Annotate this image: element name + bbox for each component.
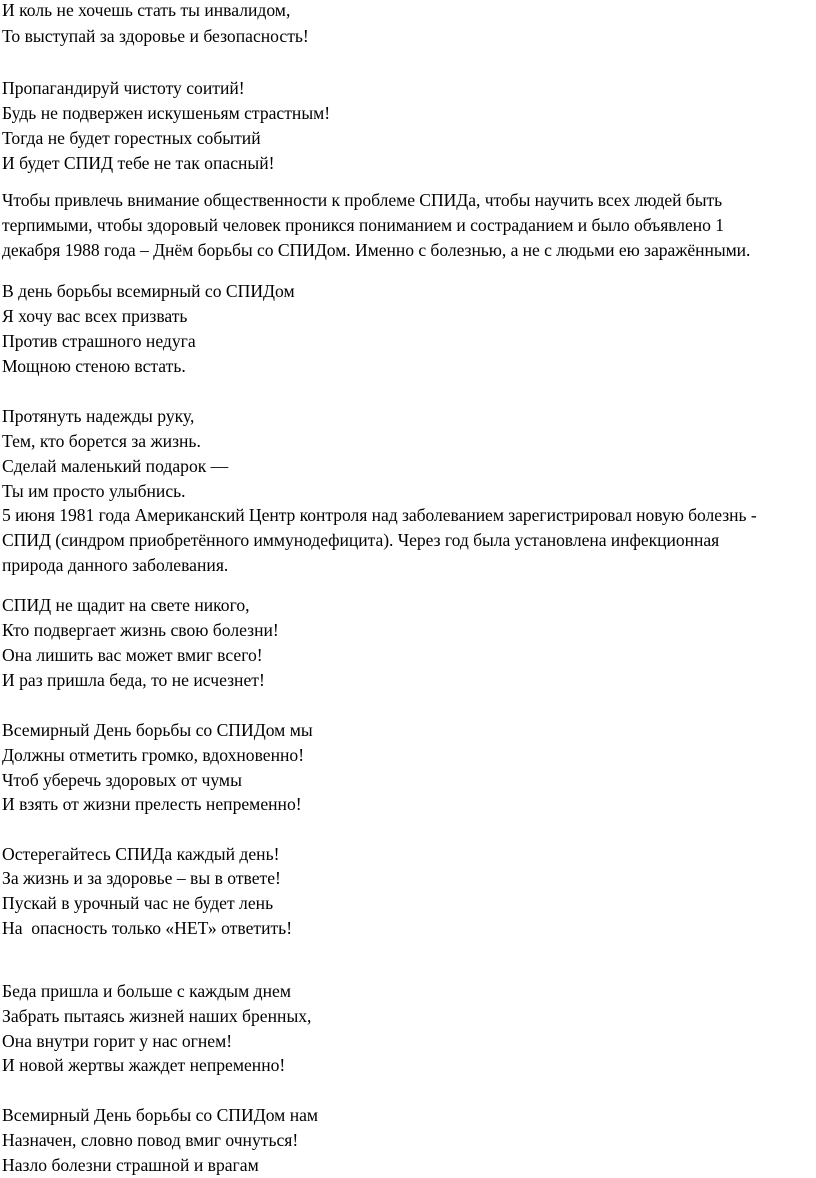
poem-line: Тогда не будет горестных событий bbox=[2, 128, 261, 148]
poem-line: Должны отметить громко, вдохновенно! bbox=[2, 745, 305, 765]
poem-line: Протянуть надежды руку, bbox=[2, 406, 195, 426]
poem-line: Она лишить вас может вмиг всего! bbox=[2, 645, 263, 665]
poem-line: Она внутри горит у нас огнем! bbox=[2, 1031, 233, 1051]
poem-line: Назло болезни страшной и врагам bbox=[2, 1155, 259, 1175]
paragraph-line: декабря 1988 года – Днём борьбы со СПИДом. Именно с болезнью, а не с людьми ею заражёнными. bbox=[2, 240, 751, 260]
poem-line: И коль не хочешь стать ты инвалидом, bbox=[2, 0, 291, 20]
poem-line: Всемирный День борьбы со СПИДом нам bbox=[2, 1105, 319, 1125]
poem-line: Назначен, словно повод вмиг очнуться! bbox=[2, 1130, 299, 1150]
poem-line: В день борьбы всемирный со СПИДом bbox=[2, 281, 295, 301]
paragraph-line: СПИД (синдром приобретённого иммунодефицита). Через год была установлена инфекционная bbox=[2, 530, 720, 550]
poem-line: И новой жертвы жаждет непременно! bbox=[2, 1055, 286, 1075]
poem-line: Пропагандируй чистоту соитий! bbox=[2, 78, 245, 98]
poem-line: Будь не подвержен искушеньям страстным! bbox=[2, 103, 331, 123]
poem-line: Остерегайтесь СПИДа каждый день! bbox=[2, 844, 280, 864]
poem-line: Чтоб уберечь здоровых от чумы bbox=[2, 770, 242, 790]
poem-line: Тем, кто борется за жизнь. bbox=[2, 431, 201, 451]
poem-line: Мощною стеною встать. bbox=[2, 356, 186, 376]
poem-line: На опасность только «НЕТ» ответить! bbox=[2, 918, 293, 938]
paragraph-line: природа данного заболевания. bbox=[2, 555, 229, 575]
poem-line: За жизнь и за здоровье – вы в ответе! bbox=[2, 868, 281, 888]
poem-line: И будет СПИД тебе не так опасный! bbox=[2, 153, 275, 173]
paragraph-line: терпимыми, чтобы здоровый человек проникся пониманием и состраданием и было объявлено 1 bbox=[2, 215, 724, 235]
poem-line: Сделай маленький подарок — bbox=[2, 456, 229, 476]
poem-line: Против страшного недуга bbox=[2, 331, 196, 351]
poem-line: Беда пришла и больше с каждым днем bbox=[2, 981, 291, 1001]
poem-line: Пускай в урочный час не будет лень bbox=[2, 893, 274, 913]
poem-line: Я хочу вас всех призвать bbox=[2, 306, 188, 326]
poem-line: Кто подвергает жизнь свою болезни! bbox=[2, 620, 279, 640]
paragraph-line: Чтобы привлечь внимание общественности к проблеме СПИДа, чтобы научить всех людей быть bbox=[2, 190, 723, 210]
poem-line: И раз пришла беда, то не исчезнет! bbox=[2, 670, 265, 690]
paragraph-line: 5 июня 1981 года Американский Центр контроля над заболеванием зарегистрировал новую болезнь - bbox=[2, 505, 757, 525]
poem-line: Ты им просто улыбнись. bbox=[2, 481, 186, 501]
poem-line: Всемирный День борьбы со СПИДом мы bbox=[2, 720, 313, 740]
poem-line: И взять от жизни прелесть непременно! bbox=[2, 794, 302, 814]
poem-line: То выступай за здоровье и безопасность! bbox=[2, 26, 309, 46]
poem-line: Забрать пытаясь жизней наших бренных, bbox=[2, 1006, 312, 1026]
poem-line: СПИД не щадит на свете никого, bbox=[2, 595, 250, 615]
